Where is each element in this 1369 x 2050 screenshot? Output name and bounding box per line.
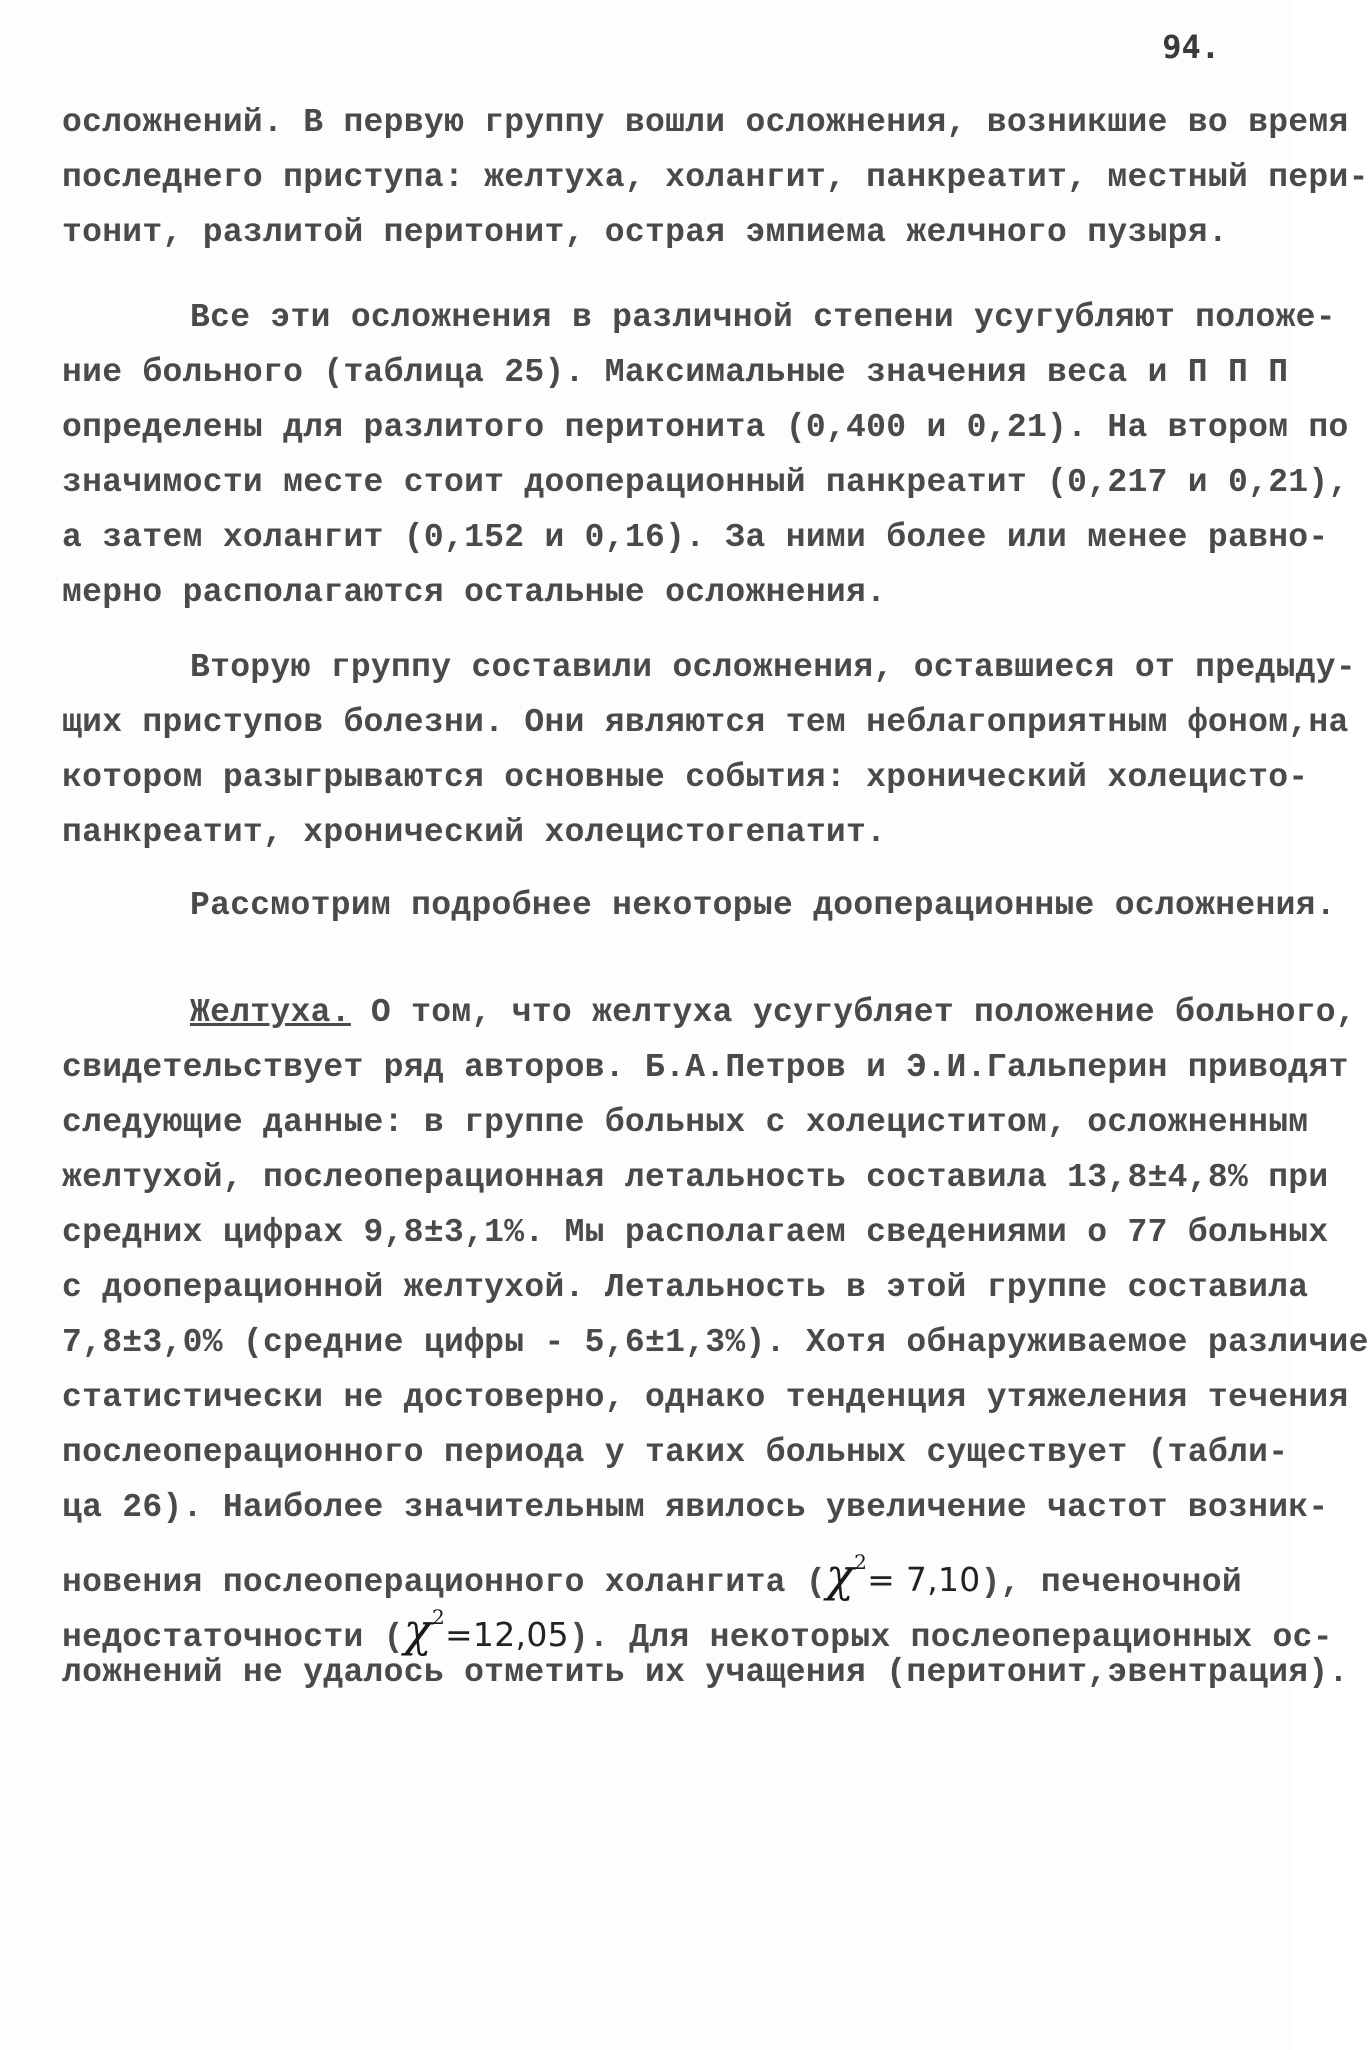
text-fragment: ), печеночной bbox=[980, 1564, 1242, 1601]
chi-square-value: = 7,10 bbox=[867, 1560, 981, 1599]
chi-exponent: 2 bbox=[431, 1605, 445, 1629]
chi-square-value: =12,05 bbox=[444, 1615, 569, 1654]
text-line: значимости месте стоит дооперационный панкреатит (0,217 и 0,21), bbox=[62, 464, 1349, 501]
text-line: последнего приступа: желтуха, холангит, панкреатит, местный пери- bbox=[62, 159, 1369, 196]
text-line bbox=[62, 1535, 1242, 1602]
text-line: ца 26). Наиболее значительным явилось увеличение частот возник- bbox=[62, 1489, 1329, 1526]
chi-letter: χ bbox=[825, 1548, 855, 1602]
text-line: желтухой, послеоперационная летальность составила 13,8±4,8% при bbox=[62, 1159, 1329, 1196]
section-heading: Желтуха. bbox=[190, 994, 351, 1031]
text-line: осложнений. В первую группу вошли осложнения, возникшие во время bbox=[62, 104, 1349, 141]
text-line: панкреатит, хронический холецистогепатит. bbox=[62, 814, 887, 851]
text-line: следующие данные: в группе больных с холециститом, осложненным bbox=[62, 1104, 1309, 1141]
text-line: свидетельствует ряд авторов. Б.А.Петров и Э.И.Гальперин приводят bbox=[62, 1049, 1349, 1086]
text-line: мерно располагаются остальные осложнения. bbox=[62, 574, 887, 611]
paragraph-3 bbox=[62, 640, 1356, 860]
paragraph-5 bbox=[62, 985, 1369, 1700]
text-line: 7,8±3,0% (средние цифры - 5,6±1,3%). Хотя обнаруживаемое различие bbox=[62, 1324, 1369, 1361]
paragraph-1 bbox=[62, 95, 1369, 260]
text-line: тонит, разлитой перитонит, острая эмпиема желчного пузыря. bbox=[62, 214, 1228, 251]
text-line: а затем холангит (0,152 и 0,16). За ними более или менее равно- bbox=[62, 519, 1329, 556]
text-line bbox=[62, 985, 1356, 1040]
text-fragment: недостаточности ( bbox=[62, 1619, 404, 1656]
text-line: ние больного (таблица 25). Максимальные значения веса и П П П bbox=[62, 354, 1289, 391]
text-line: средних цифрах 9,8±3,1%. Мы располагаем сведениями о 77 больных bbox=[62, 1214, 1329, 1251]
text-fragment: новения послеоперационного холангита ( bbox=[62, 1564, 826, 1601]
text-line: с дооперационной желтухой. Летальность в этой группе составила bbox=[62, 1269, 1309, 1306]
page-number: 94. bbox=[1162, 28, 1220, 66]
text-line: статистически не достоверно, однако тенденция утяжеления течения bbox=[62, 1379, 1349, 1416]
text-line: Вторую группу составили осложнения, оставшиеся от предыду- bbox=[190, 649, 1356, 686]
text-line: щих приступов болезни. Они являются тем неблагоприятным фоном,на bbox=[62, 704, 1349, 741]
text-line: Рассмотрим подробнее некоторые дооперационные осложнения. bbox=[190, 887, 1336, 924]
text-line bbox=[62, 1590, 1333, 1657]
paragraph-4 bbox=[62, 878, 1336, 933]
text-fragment: О том, что желтуха усугубляет положение больного, bbox=[350, 994, 1356, 1031]
text-line: послеоперационного периода у таких больных существует (табли- bbox=[62, 1434, 1289, 1471]
text-line: определены для разлитого перитонита (0,400 и 0,21). На втором по bbox=[62, 409, 1349, 446]
text-line: Все эти осложнения в различной степени усугубляют положе- bbox=[190, 299, 1336, 336]
chi-letter: χ bbox=[403, 1603, 432, 1657]
chi-exponent: 2 bbox=[854, 1550, 868, 1574]
text-line: ложнений не удалось отметить их учащения (перитонит,эвентрация). bbox=[62, 1654, 1349, 1691]
paragraph-2 bbox=[62, 290, 1349, 620]
text-fragment: ). Для некоторых послеоперационных ос- bbox=[568, 1619, 1333, 1656]
text-line: котором разыгрываются основные события: хронический холецисто- bbox=[62, 759, 1309, 796]
